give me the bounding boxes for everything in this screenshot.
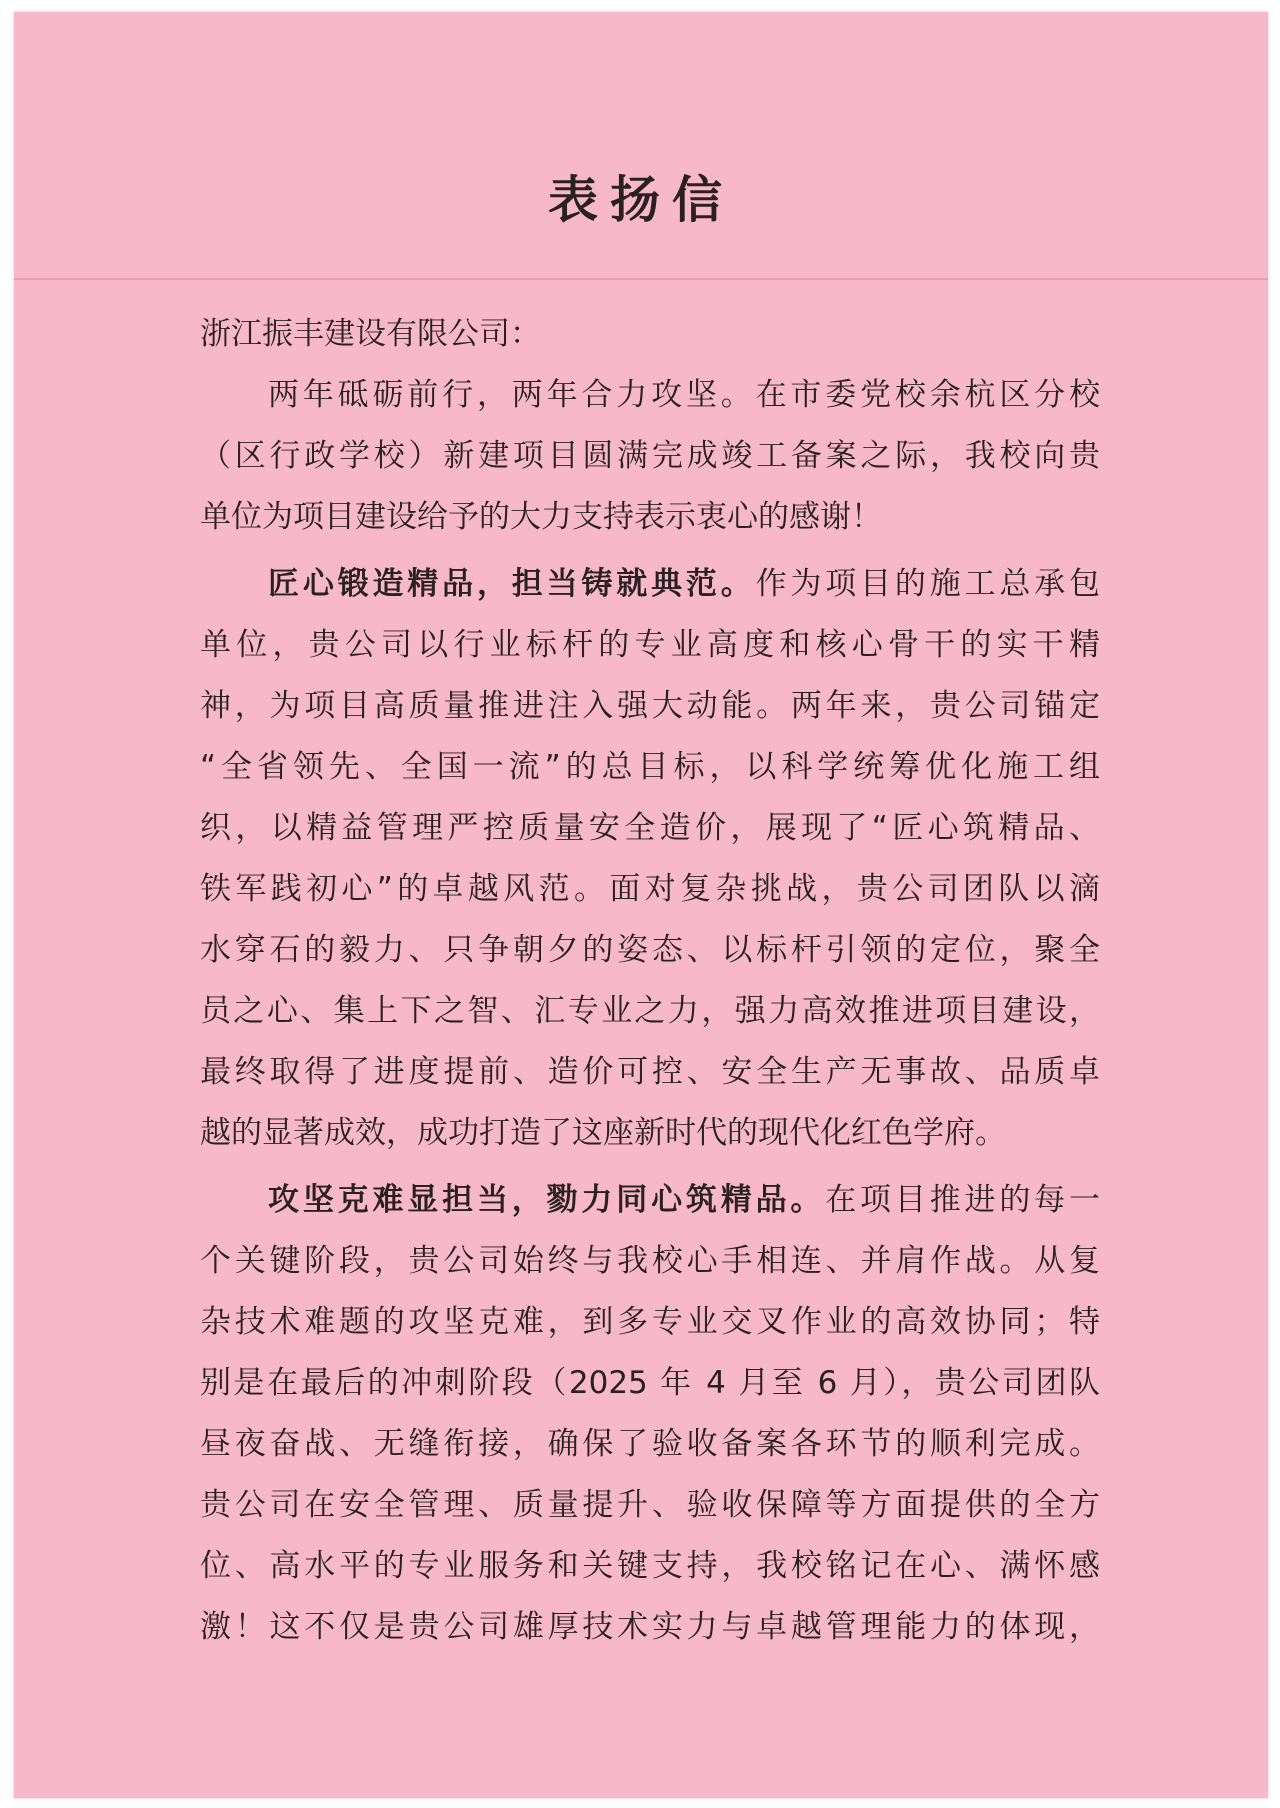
- paragraph-2-line-7: 水穿石的毅力、只争朝夕的姿态、以标杆引领的定位，聚全: [200, 932, 1100, 968]
- paragraph-2-line-5: 织，以精益管理严控质量安全造价，展现了“匠心筑精品、: [200, 810, 1100, 846]
- paragraph-3-line-5: 昼夜奋战、无缝衔接，确保了验收备案各环节的顺利完成。: [200, 1426, 1100, 1462]
- letter-title: 表扬信: [548, 170, 734, 229]
- paragraph-3-line-6: 贵公司在安全管理、质量提升、验收保障等方面提供的全方: [200, 1487, 1100, 1523]
- letter-page: [14, 12, 1268, 1798]
- paragraph-3-line-7: 位、高水平的专业服务和关键支持，我校铭记在心、满怀感: [200, 1548, 1100, 1584]
- paragraph-3-line-8: 激！这不仅是贵公司雄厚技术实力与卓越管理能力的体现，: [200, 1609, 1100, 1645]
- paragraph-2-line-8: 员之心、集上下之智、汇专业之力，强力高效推进项目建设，: [200, 993, 1100, 1029]
- paragraph-3-line-2: 个关键阶段，贵公司始终与我校心手相连、并肩作战。从复: [200, 1243, 1100, 1279]
- paragraph-2-line-6: 铁军践初心”的卓越风范。面对复杂挑战，贵公司团队以滴: [200, 871, 1100, 907]
- paragraph-2-heading: 匠心锻造精品，担当铸就典范。: [268, 566, 756, 602]
- paragraph-3-line-3: 杂技术难题的攻坚克难，到多专业交叉作业的高效协同；特: [200, 1304, 1100, 1340]
- paragraph-2-line-9: 最终取得了进度提前、造价可控、安全生产无事故、品质卓: [200, 1054, 1100, 1090]
- paragraph-2-line-1: [200, 554, 1100, 615]
- paragraph-2-line-10: 越的显著成效，成功打造了这座新时代的现代化红色学府。: [200, 1115, 1006, 1151]
- paragraph-2-first-line-rest: 作为项目的施工总承包: [755, 566, 1100, 602]
- paragraph-1-line-3: 单位为项目建设给予的大力支持表示衷心的感谢！: [200, 499, 882, 535]
- paragraph-3-heading: 攻坚克难显担当，勠力同心筑精品。: [268, 1182, 826, 1218]
- paragraph-2-line-3: 神，为项目高质量推进注入强大动能。两年来，贵公司锚定: [200, 688, 1100, 724]
- letter-body: [200, 304, 1100, 1658]
- paragraph-3-line-1: [200, 1170, 1100, 1231]
- paragraph-2-line-4: “全省领先、全国一流”的总目标，以科学统筹优化施工组: [200, 749, 1100, 785]
- salutation: 浙江振丰建设有限公司：: [200, 316, 541, 352]
- paragraph-3-line-4: 别是在最后的冲刺阶段（2025 年 4 月至 6 月），贵公司团队: [200, 1365, 1100, 1401]
- paragraph-1-line-1: 两年砥砺前行，两年合力攻坚。在市委党校余杭区分校: [268, 377, 1100, 413]
- paragraph-2-line-2: 单位，贵公司以行业标杆的专业高度和核心骨干的实干精: [200, 627, 1100, 663]
- paragraph-1-line-2: （区行政学校）新建项目圆满完成竣工备案之际，我校向贵: [200, 438, 1100, 474]
- paper-fold-line: [14, 278, 1268, 280]
- paragraph-3-first-line-rest: 在项目推进的每一: [825, 1182, 1100, 1218]
